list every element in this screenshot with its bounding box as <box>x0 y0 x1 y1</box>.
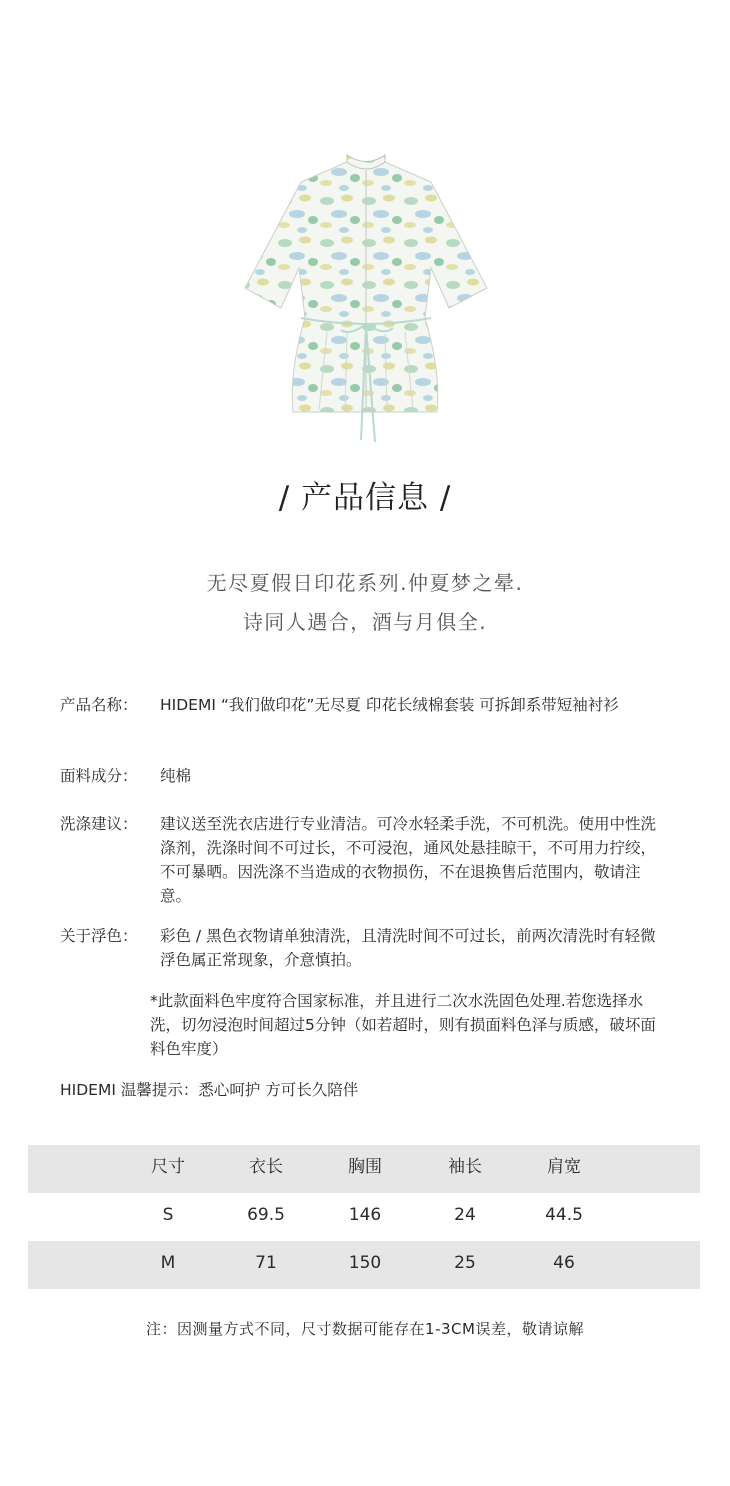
product-name-label: 产品名称： <box>60 696 138 714</box>
header-cell: 袖长 <box>448 1157 482 1177</box>
care-tip: HIDEMI 温馨提示：悉心呵护 方可长久陪伴 <box>60 1081 359 1099</box>
table-cell: S <box>162 1205 174 1225</box>
table-cell: 44.5 <box>545 1205 583 1225</box>
product-shirt-image <box>235 150 500 460</box>
color-fade-row <box>60 924 670 972</box>
wash-advice-value: 建议送至洗衣店进行专业清洁。可冷水轻柔手洗，不可机洗。使用中性洗涤剂，洗涤时间不可过长，不可浸泡，通风处悬挂晾干，不可用力拧绞，不可暴晒。因洗涤不当造成的衣物损伤，不在退换售后范围内，敬请注意。 <box>160 815 657 905</box>
colorfastness-note: *此款面料色牢度符合国家标准，并且进行二次水洗固色处理.若您选择水洗，切勿浸泡时间超过5分钟（如若超时，则有损面料色泽与质感，破坏面料色牢度） <box>150 992 656 1058</box>
tagline-line-2: 诗同人遇合，酒与月俱全. <box>242 610 488 634</box>
size-table-header <box>28 1145 700 1193</box>
fabric-label: 面料成分： <box>60 767 138 785</box>
size-table <box>28 1145 700 1289</box>
section-title: / 产品信息 / <box>278 480 452 516</box>
header-cell: 衣长 <box>249 1157 283 1177</box>
table-cell: M <box>160 1253 176 1273</box>
header-cell: 肩宽 <box>547 1157 581 1177</box>
product-name-row <box>60 693 670 717</box>
tagline-line-1: 无尽夏假日印花系列.仲夏梦之晕. <box>206 571 524 595</box>
color-fade-value: 彩色 / 黑色衣物请单独清洗，且清洗时间不可过长，前两次清洗时有轻微浮色属正常现象，介意慎拍。 <box>160 927 656 969</box>
product-name-value: HIDEMI “我们做印花”无尽夏 印花长绒棉套装 可拆卸系带短袖衬衫 <box>160 696 619 714</box>
color-fade-label: 关于浮色： <box>60 927 138 945</box>
table-row <box>28 1241 700 1289</box>
table-cell: 150 <box>348 1253 382 1273</box>
fabric-row <box>60 764 670 788</box>
table-cell: 71 <box>255 1253 277 1273</box>
table-cell: 146 <box>348 1205 382 1225</box>
measurement-footnote: 注：因测量方式不同，尺寸数据可能存在1-3CM误差，敬请谅解 <box>146 1320 584 1338</box>
wash-advice-row <box>60 812 670 908</box>
fabric-value: 纯棉 <box>160 767 192 785</box>
header-cell: 胸围 <box>348 1157 382 1177</box>
table-cell: 69.5 <box>247 1205 285 1225</box>
table-cell: 25 <box>454 1253 476 1273</box>
table-row <box>28 1193 700 1241</box>
table-cell: 46 <box>553 1253 575 1273</box>
header-cell: 尺寸 <box>151 1157 185 1177</box>
wash-advice-label: 洗涤建议： <box>60 815 138 833</box>
table-cell: 24 <box>454 1205 476 1225</box>
